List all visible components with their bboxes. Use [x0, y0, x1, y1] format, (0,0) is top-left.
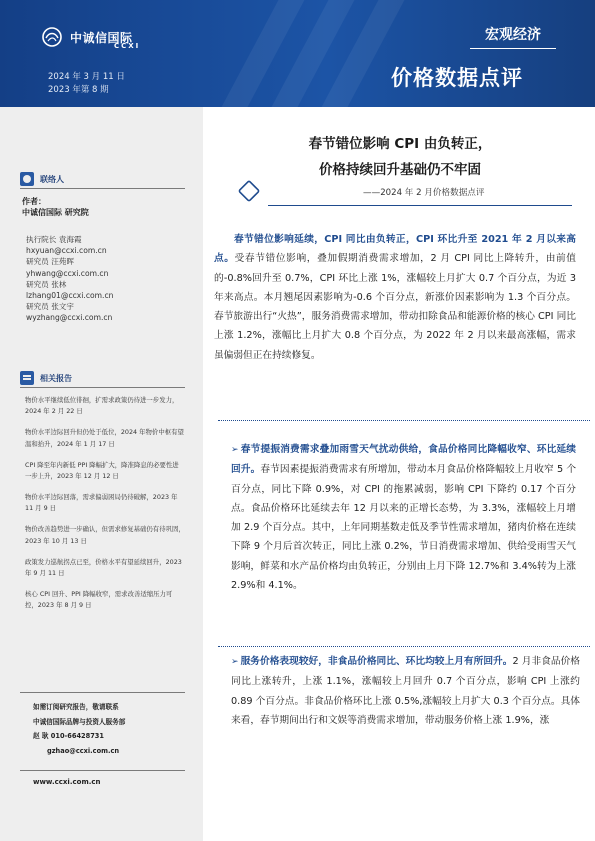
issue-number: 2023 年第 8 期	[48, 85, 109, 95]
article-subtitle: ——2024 年 2 月价格数据点评	[363, 188, 485, 198]
paragraph-body: 2 月非食品价格同比上涨转升，上涨 1.1%，涨幅较上月回升 0.7 个百分点，影响 CPI 上涨约 0.89 个百分点。非食品价格环比上涨 0.5%,涨幅较上月扩大 0.3 个百分点。具体来看，春节期间出行和文娱等消费需求增加，带动服务价格上涨 1.9%，涨	[231, 656, 580, 726]
website-link[interactable]: www.ccxi.com.cn	[33, 778, 101, 786]
title-ornament-icon	[238, 180, 261, 203]
paragraph-body: 受春节错位影响，叠加假期消费需求增加，2 月 CPI 同比上降转升，由前值的-0.8%回升至 0.7%，CPI 环比上涨 1%，涨幅较上月扩大 0.7 个百分点，为近 3 年来高点。本月翘尾因素影响为-0.6 个百分点，新涨价因素影响为 1.3 个百分点。春节旅游出行“火热”，服务消费需求增加，带动扣除食品和能源价格的核心 CPI 同比上涨 1.2%，涨幅比上月扩大 0.8 个百分点，为 2022 年 2 月以来最高涨幅，需求虽偏弱但正在持续修复。	[214, 253, 576, 361]
report-series-title: 价格数据点评	[391, 66, 523, 90]
divider	[20, 188, 185, 189]
contacts-label: 联络人	[40, 174, 64, 184]
author-email[interactable]: hxyuan@ccxi.com.cn	[26, 246, 107, 256]
divider	[20, 770, 185, 771]
related-report-link[interactable]: 政策发力巡航拐点已至，价格水平有望延续回升，2023 年 9 月 11 日	[25, 557, 182, 577]
author-line: 研究员 张文宇	[26, 302, 74, 312]
authors-heading	[22, 196, 89, 218]
paragraph-lead: 服务价格表现较好，非食品价格同比、环比均较上月有所回升。	[240, 656, 513, 667]
subtitle-underline	[268, 205, 572, 206]
authors-label: 作者：	[22, 197, 46, 206]
paragraph-lead: 春节错位影响延续，CPI 同比由负转正，CPI 环比升至 2021 年 2 月以来高点。	[214, 234, 576, 265]
related-report-link[interactable]: 物价水平边际回落，需求偏弱困局仍待破解，2023 年 11 月 9 日	[25, 492, 178, 513]
contact-block	[33, 700, 125, 758]
contact-line: 中诚信国际品牌与投资人服务部	[33, 717, 126, 726]
logo-english-name: CCXI	[114, 42, 141, 50]
related-report-link[interactable]: 物价水平继续低位徘徊，扩需求政策仍待进一步发力，2024 年 2 月 22 日	[25, 396, 179, 416]
contacts-heading	[20, 172, 64, 186]
divider	[20, 692, 185, 693]
related-reports-list	[25, 395, 185, 621]
dotted-divider	[218, 420, 590, 421]
logo-icon	[40, 26, 64, 48]
related-reports-label: 相关报告	[40, 373, 72, 383]
author-line: 研究员 张林	[26, 279, 67, 289]
related-report-link[interactable]: 物价改善趋势进一步确认，但需求修复基础仍有待巩固，2023 年 10 月 13 日	[25, 525, 185, 545]
arrow-bullet-icon: ➢	[231, 445, 239, 455]
paragraph-lead: 春节提振消费需求叠加雨雪天气扰动供给，食品价格同比降幅收窄、环比延续回升。	[231, 444, 576, 476]
logo-chinese-name: 中诚信国际	[70, 30, 133, 45]
article-title	[260, 131, 540, 183]
person-icon	[20, 172, 34, 186]
related-report-link[interactable]: 核心 CPI 回升、PPI 降幅收窄，需求改善适缩压力可控，2023 年 8 月 9 日	[25, 589, 173, 610]
document-icon	[20, 371, 34, 385]
authors-list	[26, 234, 113, 324]
author-email[interactable]: yhwang@ccxi.com.cn	[26, 268, 109, 278]
arrow-bullet-icon: ➢	[231, 657, 239, 667]
header-banner	[0, 0, 595, 107]
paragraph-1	[214, 230, 576, 365]
title-line: 春节错位影响 CPI 由负转正，	[308, 136, 492, 152]
related-report-link[interactable]: CPI 降至年内新低 PPI 降幅扩大，降准降息的必要性进一步上升，2023 年 12 月 12 日	[25, 460, 179, 481]
title-line: 价格持续回升基础仍不牢固	[319, 162, 481, 178]
company-logo	[40, 26, 141, 50]
contact-phone: 赵 耿 010-66428731	[33, 732, 104, 740]
authors-org: 中诚信国际 研究院	[22, 208, 89, 217]
category-label: 宏观经济	[470, 24, 556, 49]
paragraph-2	[231, 440, 576, 595]
contact-email[interactable]: gzhao@ccxi.com.cn	[47, 746, 120, 755]
author-email[interactable]: lzhang01@ccxi.com.cn	[26, 291, 114, 301]
related-report-link[interactable]: 物价水平边际回升但仍处于低位，2024 年物价中枢有望温和抬升，2024 年 1 月 17 日	[25, 428, 184, 448]
paragraph-body: 春节因素提振消费需求有所增加，带动本月食品价格降幅较上月收窄 5 个百分点，同比下降 0.9%，对 CPI 的拖累减弱，影响 CPI 下降约 0.17 个百分点。食品价格环比延续去年 12 月以来的正增长态势，为 3.3%，涨幅较上月增加 2.9 个百分点。其中，上年同期基数走低及季节性需求增加，猪肉价格在连续下降 9 个月后首次转正，同比上涨 0.2%，节日消费需求增加、供给受雨雪天气影响，鲜菜和水产品价格均由负转正，分别由上月下降 12.7%和 3.4%转为上涨 2.9%和 4.1%。	[231, 464, 577, 592]
author-line: 执行院长 袁海霞	[26, 235, 82, 244]
author-line: 研究员 汪苑晖	[26, 257, 74, 267]
report-date: 2024 年 3 月 11 日	[48, 72, 125, 82]
paragraph-3	[231, 652, 580, 730]
dotted-divider	[218, 646, 590, 647]
issue-meta	[48, 71, 125, 97]
contact-line: 如需订阅研究报告，敬请联系	[33, 703, 119, 711]
author-email[interactable]: wyzhang@ccxi.com.cn	[26, 313, 113, 323]
related-reports-heading	[20, 371, 72, 385]
divider	[20, 387, 185, 388]
